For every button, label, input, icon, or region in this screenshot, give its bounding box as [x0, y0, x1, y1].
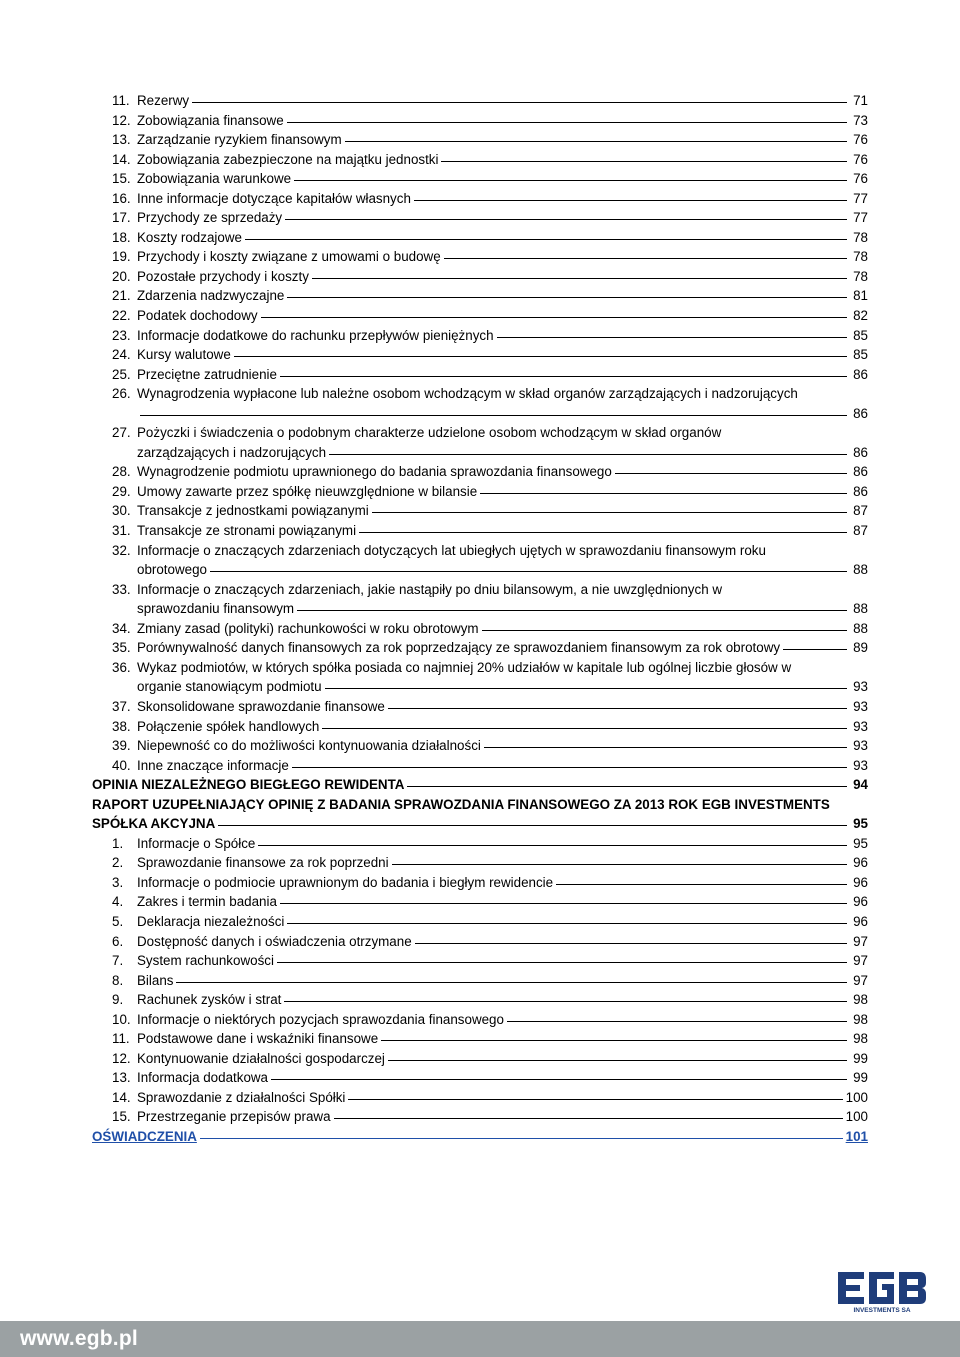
toc-entry[interactable]	[0, 501, 960, 521]
toc-entry[interactable]	[0, 971, 960, 991]
toc-leader-line	[280, 376, 847, 377]
toc-entry-title: Informacja dodatkowa	[137, 1070, 269, 1086]
toc-leader-line	[497, 337, 847, 338]
toc-leader-line	[277, 962, 847, 963]
toc-entry[interactable]	[0, 365, 960, 385]
toc-entry-page: 85	[853, 327, 868, 343]
toc-entry-page: 99	[853, 1070, 868, 1086]
toc-entry-title: Zobowiązania warunkowe	[137, 171, 292, 187]
toc-leader-line	[329, 454, 847, 455]
toc-leader-line	[392, 864, 847, 865]
toc-leader-line	[359, 532, 847, 533]
toc-entry-number: 25.	[112, 366, 131, 382]
toc-entry[interactable]	[0, 247, 960, 267]
toc-entry-title: Informacje o Spółce	[137, 835, 256, 851]
toc-entry-title: Niepewność co do możliwości kontynuowania działalności	[137, 738, 481, 754]
toc-entry-page: 82	[853, 308, 868, 324]
toc-entry-title: Deklaracja niezależności	[137, 913, 285, 929]
toc-entry-page: 77	[853, 190, 868, 206]
toc-entry-title: Zdarzenia nadzwyczajne	[137, 288, 285, 304]
toc-entry[interactable]	[0, 756, 960, 776]
toc-entry-number: 31.	[112, 523, 131, 539]
toc-entry-page: 100	[845, 1089, 868, 1105]
toc-entry-page: 93	[853, 757, 868, 773]
toc-leader-line	[381, 1040, 847, 1041]
toc-entry[interactable]	[0, 189, 960, 209]
toc-leader-line	[287, 923, 847, 924]
toc-leader-line	[210, 571, 847, 572]
toc-entry-title: Zakres i termin badania	[137, 894, 277, 910]
toc-entry[interactable]	[0, 892, 960, 912]
toc-leader-line	[294, 180, 847, 181]
toc-entry[interactable]	[0, 697, 960, 717]
toc-entry-page: 73	[853, 112, 868, 128]
toc-entry-page: 93	[853, 679, 868, 695]
toc-entry[interactable]	[0, 345, 960, 365]
toc-leader-line	[415, 943, 847, 944]
toc-entry-title: Pożyczki i świadczenia o podobnym charakterze udzielone osobom wchodzącym w skład organów	[137, 425, 722, 441]
toc-leader-line	[783, 649, 847, 650]
toc-entry-page: 86	[853, 444, 868, 460]
toc-entry-page: 99	[853, 1050, 868, 1066]
toc-entry[interactable]	[0, 1088, 960, 1108]
toc-leader-line	[334, 1118, 843, 1119]
toc-leader-line	[407, 786, 847, 787]
toc-entry-number: 21.	[112, 288, 131, 304]
toc-entry-page: 97	[853, 953, 868, 969]
toc-entry[interactable]	[0, 795, 960, 834]
toc-entry[interactable]	[0, 150, 960, 170]
toc-entry-page: 88	[853, 562, 868, 578]
toc-entry-title: System rachunkowości	[137, 953, 274, 969]
toc-entry-number: 16.	[112, 190, 131, 206]
toc-entry-page: 97	[853, 972, 868, 988]
toc-entry-number: 30.	[112, 503, 131, 519]
toc-leader-line	[372, 512, 847, 513]
toc-entry-title: Informacje o znaczących zdarzeniach dotyczących lat ubiegłych ujętych w sprawozdaniu finansowym roku	[137, 542, 766, 558]
toc-entry-title: OPINIA NIEZALEŻNEGO BIEGŁEGO REWIDENTA	[92, 777, 405, 793]
toc-entry-number: 36.	[112, 659, 131, 675]
toc-entry-title: Zobowiązania finansowe	[137, 112, 284, 128]
toc-entry-title: Informacje o znaczących zdarzeniach, jakie nastąpiły po dniu bilansowym, a nie uwzględnionych w	[137, 581, 723, 597]
toc-entry[interactable]	[0, 658, 960, 697]
toc-leader-line	[312, 278, 847, 279]
toc-entry[interactable]	[0, 990, 960, 1010]
toc-entry-number: 15.	[112, 1109, 131, 1125]
toc-leader-line	[388, 708, 847, 709]
toc-entry-number: 19.	[112, 249, 131, 265]
toc-entry-number: 22.	[112, 308, 131, 324]
toc-entry[interactable]	[0, 384, 960, 423]
toc-entry-number: 26.	[112, 386, 131, 402]
toc-entry-title: Inne znaczące informacje	[137, 757, 289, 773]
toc-entry-number: 38.	[112, 718, 131, 734]
toc-entry-page: 78	[853, 268, 868, 284]
toc-entry-number: 12.	[112, 1050, 131, 1066]
toc-entry-title: Transakcje z jednostkami powiązanymi	[137, 503, 369, 519]
toc-entry-page: 96	[853, 894, 868, 910]
toc-entry-page: 101	[845, 1128, 868, 1144]
toc-leader-line	[482, 630, 847, 631]
toc-entry-page: 86	[853, 464, 868, 480]
toc-entry[interactable]	[0, 541, 960, 580]
toc-entry-page: 93	[853, 698, 868, 714]
toc-entry[interactable]	[0, 775, 960, 795]
toc-leader-line	[441, 161, 847, 162]
toc-entry[interactable]	[0, 286, 960, 306]
toc-entry-number: 11.	[112, 1031, 130, 1047]
toc-leader-line	[285, 219, 847, 220]
toc-entry-title: Transakcje ze stronami powiązanymi	[137, 523, 357, 539]
toc-entry-page: 86	[853, 405, 868, 421]
toc-entry-title: Przychody i koszty związane z umowami o budowę	[137, 249, 441, 265]
toc-entry[interactable]	[0, 912, 960, 932]
toc-entry[interactable]	[0, 873, 960, 893]
toc-entry-number: 39.	[112, 738, 131, 754]
toc-entry[interactable]	[0, 208, 960, 228]
toc-entry-title: Umowy zawarte przez spółkę nieuwzględnione w bilansie	[137, 483, 478, 499]
toc-entry-page: 78	[853, 249, 868, 265]
toc-entry-title-continued: organie stanowiącym podmiotu	[137, 679, 322, 695]
toc-entry-title-continued: obrotowego	[137, 562, 207, 578]
toc-leader-line	[287, 297, 847, 298]
toc-entry-title: Rachunek zysków i strat	[137, 992, 282, 1008]
toc-entry-number: 13.	[112, 132, 131, 148]
toc-entry[interactable]	[0, 638, 960, 658]
toc-leader-line	[200, 1138, 843, 1139]
toc-entry-title: Rezerwy	[137, 93, 190, 108]
toc-entry[interactable]	[0, 736, 960, 756]
toc-entry-number: 27.	[112, 425, 131, 441]
toc-leader-line	[444, 258, 847, 259]
toc-entry[interactable]	[0, 130, 960, 150]
toc-entry[interactable]	[0, 423, 960, 462]
toc-entry-page: 86	[853, 366, 868, 382]
toc-entry-page: 98	[853, 992, 868, 1008]
toc-entry-page: 77	[853, 210, 868, 226]
toc-entry-page: 95	[853, 816, 868, 832]
toc-entry-page: 94	[853, 777, 868, 793]
toc-entry[interactable]	[0, 521, 960, 541]
toc-entry-number: 18.	[112, 229, 131, 245]
toc-leader-line	[261, 317, 847, 318]
toc-leader-line	[345, 141, 847, 142]
toc-leader-line	[287, 122, 847, 123]
toc-entry-title: Zobowiązania zabezpieczone na majątku jednostki	[137, 151, 439, 167]
toc-entry-number: 35.	[112, 640, 131, 656]
toc-entry[interactable]	[0, 580, 960, 619]
toc-entry[interactable]	[0, 111, 960, 131]
toc-leader-line	[280, 903, 847, 904]
toc-entry-page: 71	[853, 93, 868, 108]
toc-leader-line	[507, 1021, 847, 1022]
toc-entry[interactable]	[0, 834, 960, 854]
toc-entry-number: 2.	[112, 855, 124, 871]
toc-entry-title: Podstawowe dane i wskaźniki finansowe	[137, 1031, 379, 1047]
toc-entry[interactable]	[0, 306, 960, 326]
toc-entry-number: 24.	[112, 347, 131, 363]
toc-leader-line	[297, 610, 847, 611]
toc-entry-title: Zmiany zasad (polityki) rachunkowości w roku obrotowym	[137, 620, 479, 636]
toc-entry-title: Kontynuowanie działalności gospodarczej	[137, 1050, 385, 1066]
toc-entry-number: 20.	[112, 268, 131, 284]
toc-entry-title: Skonsolidowane sprawozdanie finansowe	[137, 698, 385, 714]
toc-entry-page: 96	[853, 913, 868, 929]
toc-entry[interactable]	[0, 462, 960, 482]
toc-entry-number: 34.	[112, 620, 131, 636]
toc-leader-line	[176, 982, 847, 983]
toc-leader-line	[292, 767, 847, 768]
toc-entry-title: Przestrzeganie przepisów prawa	[137, 1109, 331, 1125]
toc-leader-line	[284, 1001, 847, 1002]
toc-entry-number: 14.	[112, 1089, 131, 1105]
toc-leader-line	[234, 356, 847, 357]
toc-entry-title: Wykaz podmiotów, w których spółka posiada co najmniej 20% udziałów w kapitale lub ogólnej liczbie głosów w	[137, 659, 792, 675]
toc-entry-title-continued: zarządzających i nadzorujących	[137, 444, 327, 460]
toc-entry-title: Kursy walutowe	[137, 347, 231, 363]
toc-entry-page: 87	[853, 523, 868, 539]
toc-entry-title: Informacje o niektórych pozycjach sprawozdania finansowego	[137, 1011, 504, 1027]
toc-entry-page: 100	[845, 1109, 868, 1125]
toc-entry[interactable]	[0, 228, 960, 248]
toc-entry-page: 93	[853, 738, 868, 754]
toc-entry-title: Koszty rodzajowe	[137, 229, 242, 245]
toc-entry-number: 33.	[112, 581, 131, 597]
toc-leader-line	[322, 728, 847, 729]
toc-entry-number: 9.	[112, 992, 124, 1008]
toc-entry-page: 88	[853, 620, 868, 636]
toc-entry[interactable]	[0, 169, 960, 189]
toc-entry-page: 76	[853, 132, 868, 148]
toc-entry-page: 87	[853, 503, 868, 519]
toc-entry-page: 78	[853, 229, 868, 245]
toc-entry-page: 98	[853, 1011, 868, 1027]
toc-entry-title: Połączenie spółek handlowych	[137, 718, 320, 734]
toc-entry[interactable]	[0, 619, 960, 639]
toc-leader-line	[271, 1079, 847, 1080]
toc-entry-page: 89	[853, 640, 868, 656]
toc-leader-line	[348, 1099, 842, 1100]
toc-entry-page: 76	[853, 171, 868, 187]
toc-entry-page: 96	[853, 855, 868, 871]
toc-entry-number: 5.	[112, 913, 124, 929]
logo-subtitle: INVESTMENTS SA	[853, 1307, 911, 1314]
toc-entry[interactable]	[0, 482, 960, 502]
toc-entry-title: Bilans	[137, 972, 174, 988]
toc-entry-title: Inne informacje dotyczące kapitałów własnych	[137, 190, 411, 206]
toc-entry[interactable]	[0, 326, 960, 346]
toc-entry[interactable]	[0, 853, 960, 873]
toc-entry-page: 95	[853, 835, 868, 851]
toc-entry-title: OŚWIADCZENIA	[92, 1128, 197, 1144]
toc-entry-page: 86	[853, 483, 868, 499]
toc-entry-number: 29.	[112, 483, 131, 499]
toc-entry-title: Dostępność danych i oświadczenia otrzymane	[137, 933, 412, 949]
toc-entry-number: 8.	[112, 972, 124, 988]
toc-entry-number: 12.	[112, 112, 131, 128]
toc-entry-title: Wynagrodzenie podmiotu uprawnionego do badania sprawozdania finansowego	[137, 464, 612, 480]
toc-entry-title: Przeciętne zatrudnienie	[137, 366, 277, 382]
footer-url[interactable]: www.egb.pl	[20, 1327, 138, 1350]
toc-entry[interactable]	[0, 717, 960, 737]
toc-entry-number: 15.	[112, 171, 131, 187]
toc-entry[interactable]	[0, 1107, 960, 1127]
toc-entry[interactable]	[0, 951, 960, 971]
toc-entry-page: 85	[853, 347, 868, 363]
toc-entry-number: 17.	[112, 210, 131, 226]
toc-entry-number: 37.	[112, 698, 131, 714]
toc-entry-number: 1.	[112, 835, 124, 851]
toc-leader-line	[414, 200, 847, 201]
toc-leader-line	[192, 102, 847, 103]
toc-leader-line	[140, 415, 847, 416]
toc-entry-page: 96	[853, 874, 868, 890]
toc-entry-page: 76	[853, 151, 868, 167]
toc-entry-number: 4.	[112, 894, 124, 910]
toc-entry-page: 88	[853, 601, 868, 617]
toc-entry-title: Wynagrodzenia wypłacone lub należne osobom wchodzącym w skład organów zarządzających i nadzorujących	[137, 386, 798, 402]
toc-entry-title: Przychody ze sprzedaży	[137, 210, 283, 226]
toc-entry-number: 6.	[112, 933, 124, 949]
toc-leader-line	[556, 884, 847, 885]
toc-entry-title: Sprawozdanie finansowe za rok poprzedni	[137, 855, 389, 871]
toc-entry-number: 7.	[112, 953, 124, 969]
toc-leader-line	[325, 688, 847, 689]
toc-entry[interactable]	[0, 932, 960, 952]
toc-leader-line	[258, 845, 847, 846]
toc-entry-title: Porównywalność danych finansowych za rok poprzedzający ze sprawozdaniem finansowym za rok obrotowy	[137, 640, 781, 656]
toc-entry[interactable]	[0, 1029, 960, 1049]
toc-entry-number: 14.	[112, 151, 131, 167]
toc-entry[interactable]	[0, 267, 960, 287]
toc-entry-number: 23.	[112, 327, 131, 343]
toc-leader-line	[484, 747, 847, 748]
toc-leader-line	[245, 239, 847, 240]
toc-entry-number: 40.	[112, 757, 131, 773]
toc-entry-title: Podatek dochodowy	[137, 308, 258, 324]
toc-leader-line	[388, 1060, 847, 1061]
toc-entry-title: Informacje dodatkowe do rachunku przepływów pieniężnych	[137, 327, 494, 343]
toc-entry[interactable]	[0, 1049, 960, 1069]
toc-entry-page: 98	[853, 1031, 868, 1047]
toc-entry-page: 97	[853, 933, 868, 949]
toc-entry-title-continued: sprawozdaniu finansowym	[137, 601, 295, 617]
toc-entry[interactable]	[0, 91, 960, 111]
toc-leader-line	[615, 473, 847, 474]
footer-bar	[0, 1321, 960, 1357]
toc-entry-number: 11.	[112, 93, 130, 108]
toc-entry-title: Pozostałe przychody i koszty	[137, 268, 309, 284]
toc-entry-title: Informacje o podmiocie uprawnionym do badania i biegłym rewidencie	[137, 874, 554, 890]
toc-entry-title: Sprawozdanie z działalności Spółki	[137, 1089, 346, 1105]
toc-entry-page: 93	[853, 718, 868, 734]
toc-leader-line	[218, 825, 847, 826]
toc-entry-number: 32.	[112, 542, 131, 558]
egb-logo	[836, 1268, 928, 1314]
toc-entry-page: 81	[853, 288, 868, 304]
toc-entry-number: 13.	[112, 1070, 131, 1086]
toc-entry-title: RAPORT UZUPEŁNIAJĄCY OPINIĘ Z BADANIA SPRAWOZDANIA FINANSOWEGO ZA 2013 ROK EGB INVESTMENTS	[92, 796, 830, 812]
toc-leader-line	[480, 493, 847, 494]
toc-entry-number: 28.	[112, 464, 131, 480]
toc-entry-number: 10.	[112, 1011, 131, 1027]
toc-entry[interactable]	[0, 1068, 960, 1088]
table-of-contents	[0, 91, 960, 1147]
toc-entry-title: Zarządzanie ryzykiem finansowym	[137, 132, 342, 148]
toc-entry[interactable]	[0, 1010, 960, 1030]
toc-entry[interactable]	[0, 1127, 960, 1147]
toc-entry-title-continued: SPÓŁKA AKCYJNA	[92, 816, 216, 832]
toc-entry-number: 3.	[112, 874, 124, 890]
